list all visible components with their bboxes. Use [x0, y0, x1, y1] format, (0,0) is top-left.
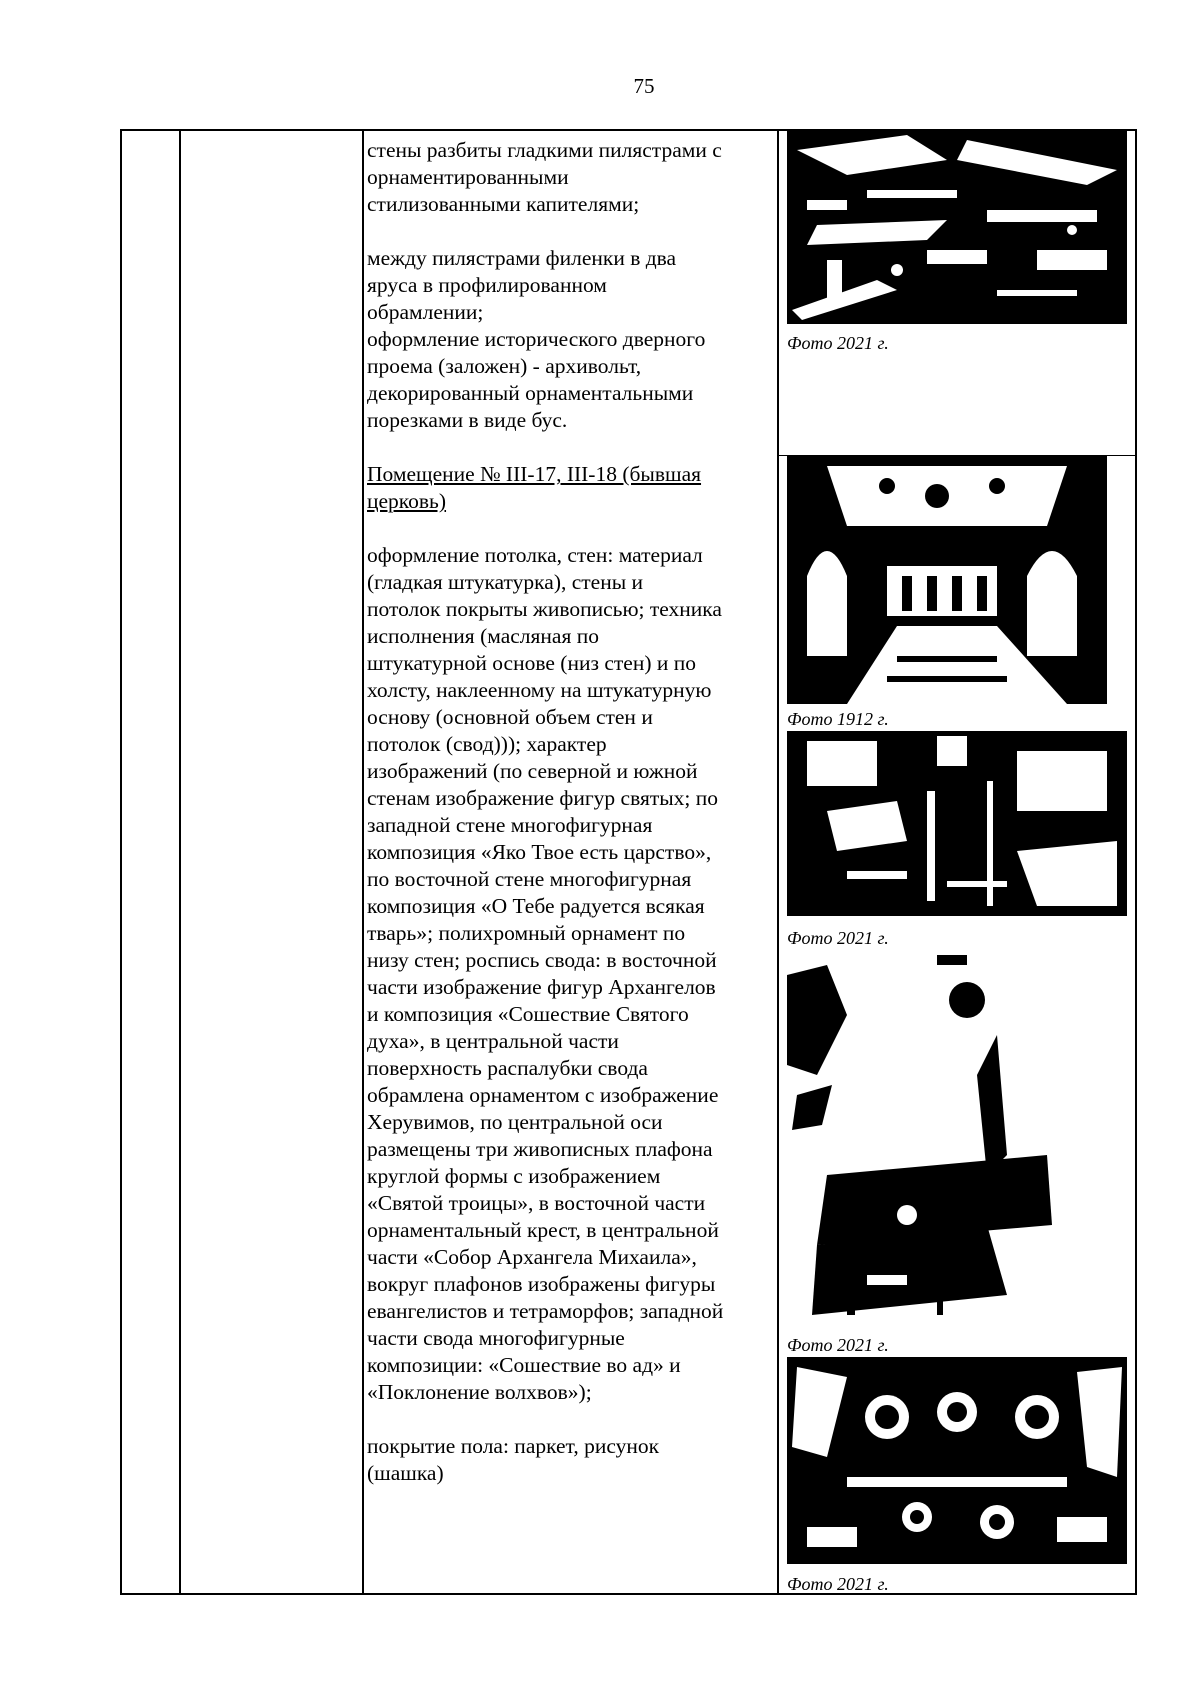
text-line: низу стен; роспись свода: в восточной: [367, 948, 717, 972]
text-line: части «Собор Архангела Михаила»,: [367, 1245, 697, 1269]
text-line: стены разбиты гладкими пилястрами с: [367, 138, 722, 162]
row1-description: [367, 137, 777, 434]
column-divider: [362, 131, 364, 1593]
text-line: проема (заложен) - архивольт,: [367, 354, 642, 378]
text-line: декорированный орнаментальными: [367, 381, 694, 405]
scaffolding-photo: [787, 731, 1127, 916]
text-line: (гладкая штукатурка), стены и: [367, 570, 644, 594]
room-heading: Помещение № III-17, III-18 (бывшая: [367, 462, 702, 486]
text-line: западной стене многофигурная: [367, 813, 653, 837]
text-line: покрытие пола: паркет, рисунок: [367, 1434, 660, 1458]
text-line: части свода многофигурные: [367, 1326, 625, 1350]
text-line: порезками в виде бус.: [367, 408, 568, 432]
text-line: оформление исторического дверного: [367, 327, 706, 351]
page-number: 75: [633, 74, 655, 98]
text-line: композиции: «Сошествие во ад» и: [367, 1353, 681, 1377]
text-line: тварь»; полихромный орнамент по: [367, 921, 686, 945]
text-line: композиция «Яко Твое есть царство»,: [367, 840, 712, 864]
text-line: основу (основной объем стен и: [367, 705, 653, 729]
text-line: круглой формы с изображением: [367, 1164, 661, 1188]
text-line: размещены три живописных плафона: [367, 1137, 713, 1161]
text-line: и композиция «Сошествие Святого: [367, 1002, 689, 1026]
iconostasis-photo: [787, 1357, 1127, 1564]
text-line: яруса в профилированном: [367, 273, 607, 297]
text-line: холсту, наклеенному на штукатурную: [367, 678, 712, 702]
text-line: потолок покрыты живописью; техника: [367, 597, 722, 621]
historic-church-photo: [787, 456, 1107, 704]
ceiling-painting-photo: [787, 955, 1052, 1325]
interior-photo: [787, 130, 1127, 324]
text-line: обрамлена орнаментом с изображение: [367, 1083, 719, 1107]
text-line: стенам изображение фигур святых; по: [367, 786, 719, 810]
row2-description: [367, 461, 777, 1487]
photo-caption: Фото 1912 г.: [787, 709, 889, 729]
text-line: композиция «О Тебе радуется всякая: [367, 894, 705, 918]
photo-caption: Фото 2021 г.: [787, 1574, 889, 1594]
room-heading: церковь): [367, 489, 447, 513]
text-line: оформление потолка, стен: материал: [367, 543, 703, 567]
text-line: евангелистов и тетраморфов; западной: [367, 1299, 724, 1323]
text-line: Херувимов, по центральной оси: [367, 1110, 663, 1134]
column-divider: [777, 131, 779, 1593]
text-line: между пилястрами филенки в два: [367, 246, 677, 270]
text-line: «Поклонение волхвов»);: [367, 1380, 592, 1404]
inventory-table: [120, 129, 1137, 1595]
text-line: вокруг плафонов изображены фигуры: [367, 1272, 716, 1296]
text-line: по восточной стене многофигурная: [367, 867, 692, 891]
text-line: изображений (по северной и южной: [367, 759, 698, 783]
text-line: орнаментальный крест, в центральной: [367, 1218, 719, 1242]
column-divider: [179, 131, 181, 1593]
photo-caption: Фото 2021 г.: [787, 333, 889, 353]
text-line: (шашка): [367, 1461, 444, 1485]
photo-caption: Фото 2021 г.: [787, 928, 889, 948]
text-line: части изображение фигур Архангелов: [367, 975, 716, 999]
text-line: духа», в центральной части: [367, 1029, 619, 1053]
text-line: орнаментированными: [367, 165, 569, 189]
photo-caption: Фото 2021 г.: [787, 1335, 889, 1355]
text-line: стилизованными капителями;: [367, 192, 640, 216]
text-line: потолок (свод))); характер: [367, 732, 607, 756]
text-line: штукатурной основе (низ стен) и по: [367, 651, 696, 675]
text-line: исполнения (масляная по: [367, 624, 599, 648]
text-line: поверхность распалубки свода: [367, 1056, 648, 1080]
text-line: обрамлении;: [367, 300, 484, 324]
text-line: «Святой троицы», в восточной части: [367, 1191, 706, 1215]
